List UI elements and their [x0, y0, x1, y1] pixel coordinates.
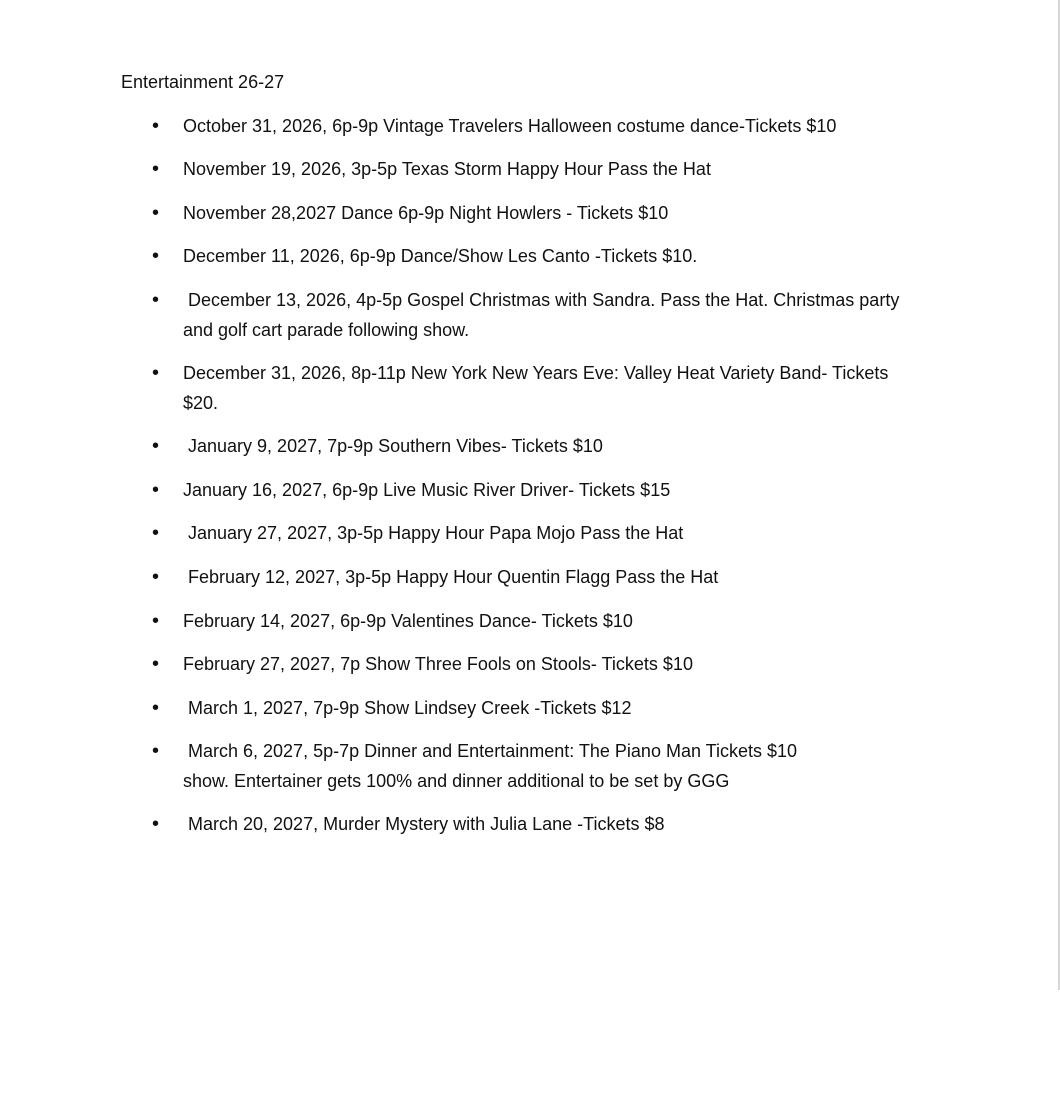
event-text: [183, 111, 943, 141]
event-text-line: show. Entertainer gets 100% and dinner additional to be set by GGG: [183, 771, 730, 791]
document-title: Entertainment 26-27: [121, 72, 285, 92]
event-text-line: November 28,2027 Dance 6p-9p Night Howlers - Tickets $10: [183, 203, 669, 223]
event-text-line: November 19, 2026, 3p-5p Texas Storm Happy Hour Pass the Hat: [183, 159, 711, 179]
event-text-line: March 20, 2027, Murder Mystery with Julia Lane -Tickets $8: [183, 814, 665, 834]
event-text-line: December 13, 2026, 4p-5p Gospel Christmas with Sandra. Pass the Hat. Christmas party: [183, 290, 900, 310]
event-text-line: February 14, 2027, 6p-9p Valentines Dance- Tickets $10: [183, 611, 633, 631]
bullet-icon: •: [152, 740, 160, 762]
event-text-line: February 12, 2027, 3p-5p Happy Hour Quentin Flagg Pass the Hat: [183, 567, 719, 587]
event-text: [183, 475, 943, 505]
bullet-icon: •: [152, 245, 160, 267]
event-text: [183, 358, 943, 418]
event-text: [183, 693, 943, 723]
bullet-icon: •: [152, 289, 160, 311]
event-text-line: October 31, 2026, 6p-9p Vintage Travelers Halloween costume dance-Tickets $10: [183, 116, 837, 136]
event-text: [183, 649, 943, 679]
bullet-icon: •: [152, 158, 160, 180]
event-text: [183, 518, 943, 548]
event-text-line: January 9, 2027, 7p-9p Southern Vibes- Tickets $10: [183, 436, 603, 456]
event-text: [183, 154, 943, 184]
event-text: [183, 809, 943, 839]
event-text-line: December 11, 2026, 6p-9p Dance/Show Les Canto -Tickets $10.: [183, 246, 698, 266]
event-text: [183, 285, 943, 345]
bullet-icon: •: [152, 435, 160, 457]
event-text-line: March 1, 2027, 7p-9p Show Lindsey Creek -Tickets $12: [183, 698, 632, 718]
bullet-icon: •: [152, 653, 160, 675]
bullet-icon: •: [152, 813, 160, 835]
event-text-line: March 6, 2027, 5p-7p Dinner and Entertainment: The Piano Man Tickets $10: [183, 741, 798, 761]
event-text-line: and golf cart parade following show.: [183, 320, 470, 340]
event-text: [183, 736, 943, 796]
bullet-icon: •: [152, 115, 160, 137]
event-text: [183, 606, 943, 636]
event-text: [183, 431, 943, 461]
event-text-line: $20.: [183, 393, 219, 413]
event-text: [183, 241, 943, 271]
event-text-line: February 27, 2027, 7p Show Three Fools on Stools- Tickets $10: [183, 654, 693, 674]
event-text-line: January 16, 2027, 6p-9p Live Music River Driver- Tickets $15: [183, 480, 671, 500]
event-text: [183, 562, 943, 592]
bullet-icon: •: [152, 697, 160, 719]
event-text-line: January 27, 2027, 3p-5p Happy Hour Papa Mojo Pass the Hat: [183, 523, 684, 543]
bullet-icon: •: [152, 202, 160, 224]
event-text: [183, 198, 943, 228]
bullet-icon: •: [152, 566, 160, 588]
bullet-icon: •: [152, 610, 160, 632]
bullet-icon: •: [152, 479, 160, 501]
bullet-icon: •: [152, 362, 160, 384]
event-text-line: December 31, 2026, 8p-11p New York New Years Eve: Valley Heat Variety Band- Tickets: [183, 363, 889, 383]
bullet-icon: •: [152, 522, 160, 544]
